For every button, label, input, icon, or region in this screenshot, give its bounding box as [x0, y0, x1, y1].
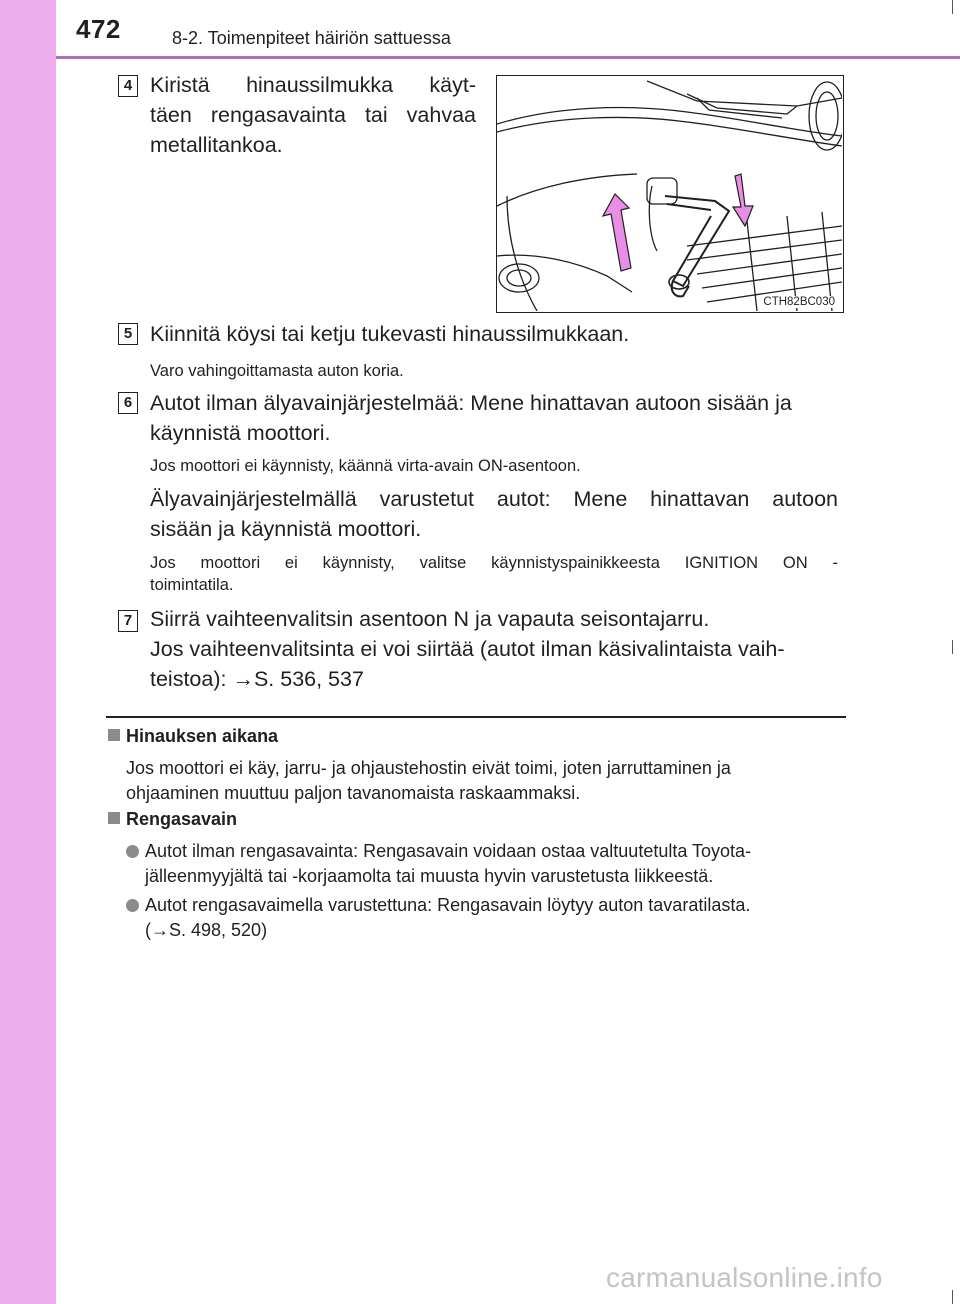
list-item — [126, 893, 846, 943]
page-number: 472 — [76, 14, 121, 44]
crop-mark — [952, 1290, 953, 1304]
section-heading-towing — [108, 726, 278, 747]
wrench-bullet-1-line-1: Autot ilman rengasavainta: Rengasavain voidaan ostaa valtuutetulta Toyota- — [145, 841, 752, 861]
section-heading-wrench-label: Rengasavain — [126, 809, 238, 829]
step-6b-line-2: sisään ja käynnistä moottori. — [150, 517, 422, 541]
section-body-towing — [126, 756, 844, 806]
step-6-note: Jos moottori ei käynnisty, käännä virta-avain ON-asentoon. — [150, 457, 581, 475]
step-4-line-1: Kiristä hinaussilmukka käyt- — [150, 73, 476, 97]
towing-body-line-2: ohjaaminen muuttuu paljon tavanomaista raskaammaksi. — [126, 783, 581, 803]
step-5-text: Kiinnitä köysi tai ketju tukevasti hinaussilmukkaan. — [150, 322, 630, 346]
step-6-line-2: käynnistä moottori. — [150, 421, 331, 445]
list-item — [126, 839, 846, 889]
section-title: 8-2. Toimenpiteet häiriön sattuessa — [172, 28, 451, 48]
step-number-6: 6 — [118, 392, 138, 414]
step-number-4: 4 — [118, 75, 138, 97]
crop-mark — [952, 0, 953, 14]
step-6-note-2-line-2: toimintatila. — [150, 576, 234, 594]
step-6-text — [150, 388, 844, 448]
step-6-note-2-line-1: Jos moottori ei käynnisty, valitse käynnistyspainikkeesta IGNITION ON - — [150, 554, 838, 572]
step-7-line-3: teistoa): →S. 536, 537 — [150, 667, 364, 691]
section-divider — [106, 716, 846, 718]
wrench-bullet-2-line-2: (→S. 498, 520) — [145, 920, 268, 940]
section-heading-wrench — [108, 809, 237, 830]
step-6-note-2 — [150, 552, 838, 596]
wrench-bullet-2-line-1: Autot rengasavaimella varustettuna: Rengasavain löytyy auton tavaratilasta. — [145, 895, 751, 915]
step-7-text — [150, 604, 844, 694]
step-4-text — [150, 70, 476, 160]
step-4-line-2: täen rengasavainta tai vahvaa — [150, 103, 476, 127]
tow-eye-illustration — [496, 75, 844, 313]
crop-mark — [952, 640, 953, 654]
bullet-dot-icon — [126, 845, 139, 858]
step-5-note: Varo vahingoittamasta auton koria. — [150, 362, 404, 380]
step-number-7: 7 — [118, 610, 138, 632]
figure-code: CTH82BC030 — [763, 296, 835, 308]
rotate-up-arrow — [603, 194, 631, 271]
step-4-line-3: metallitankoa. — [150, 133, 283, 157]
step-6-text-2 — [150, 484, 838, 544]
wrench-bullet-1-line-2: jälleenmyyjältä tai -korjaamolta tai muusta hyvin varustetusta liikkeestä. — [145, 866, 714, 886]
step-7-line-2: Jos vaihteenvalitsinta ei voi siirtää (autot ilman käsivalintaista vaih- — [150, 637, 785, 661]
rotate-down-arrow — [733, 174, 753, 226]
step-7-line-1: Siirrä vaihteenvalitsin asentoon N ja vapauta seisontajarru. — [150, 607, 710, 631]
bullet-dot-icon — [126, 899, 139, 912]
step-6b-line-1: Älyavainjärjestelmällä varustetut autot: Mene hinattavan autoon — [150, 487, 838, 511]
square-bullet-icon — [108, 812, 120, 824]
watermark: carmanualsonline.info — [606, 1262, 883, 1293]
header-rule — [56, 56, 960, 59]
sidebar-strip — [0, 0, 56, 1304]
step-6-line-1: Autot ilman älyavainjärjestelmää: Mene hinattavan autoon sisään ja — [150, 391, 792, 415]
tow-eye-drawing — [497, 76, 842, 311]
section-heading-towing-label: Hinauksen aikana — [126, 726, 279, 746]
step-number-5: 5 — [118, 323, 138, 345]
square-bullet-icon — [108, 729, 120, 741]
towing-body-line-1: Jos moottori ei käy, jarru- ja ohjaustehostin eivät toimi, joten jarruttaminen ja — [126, 758, 731, 778]
